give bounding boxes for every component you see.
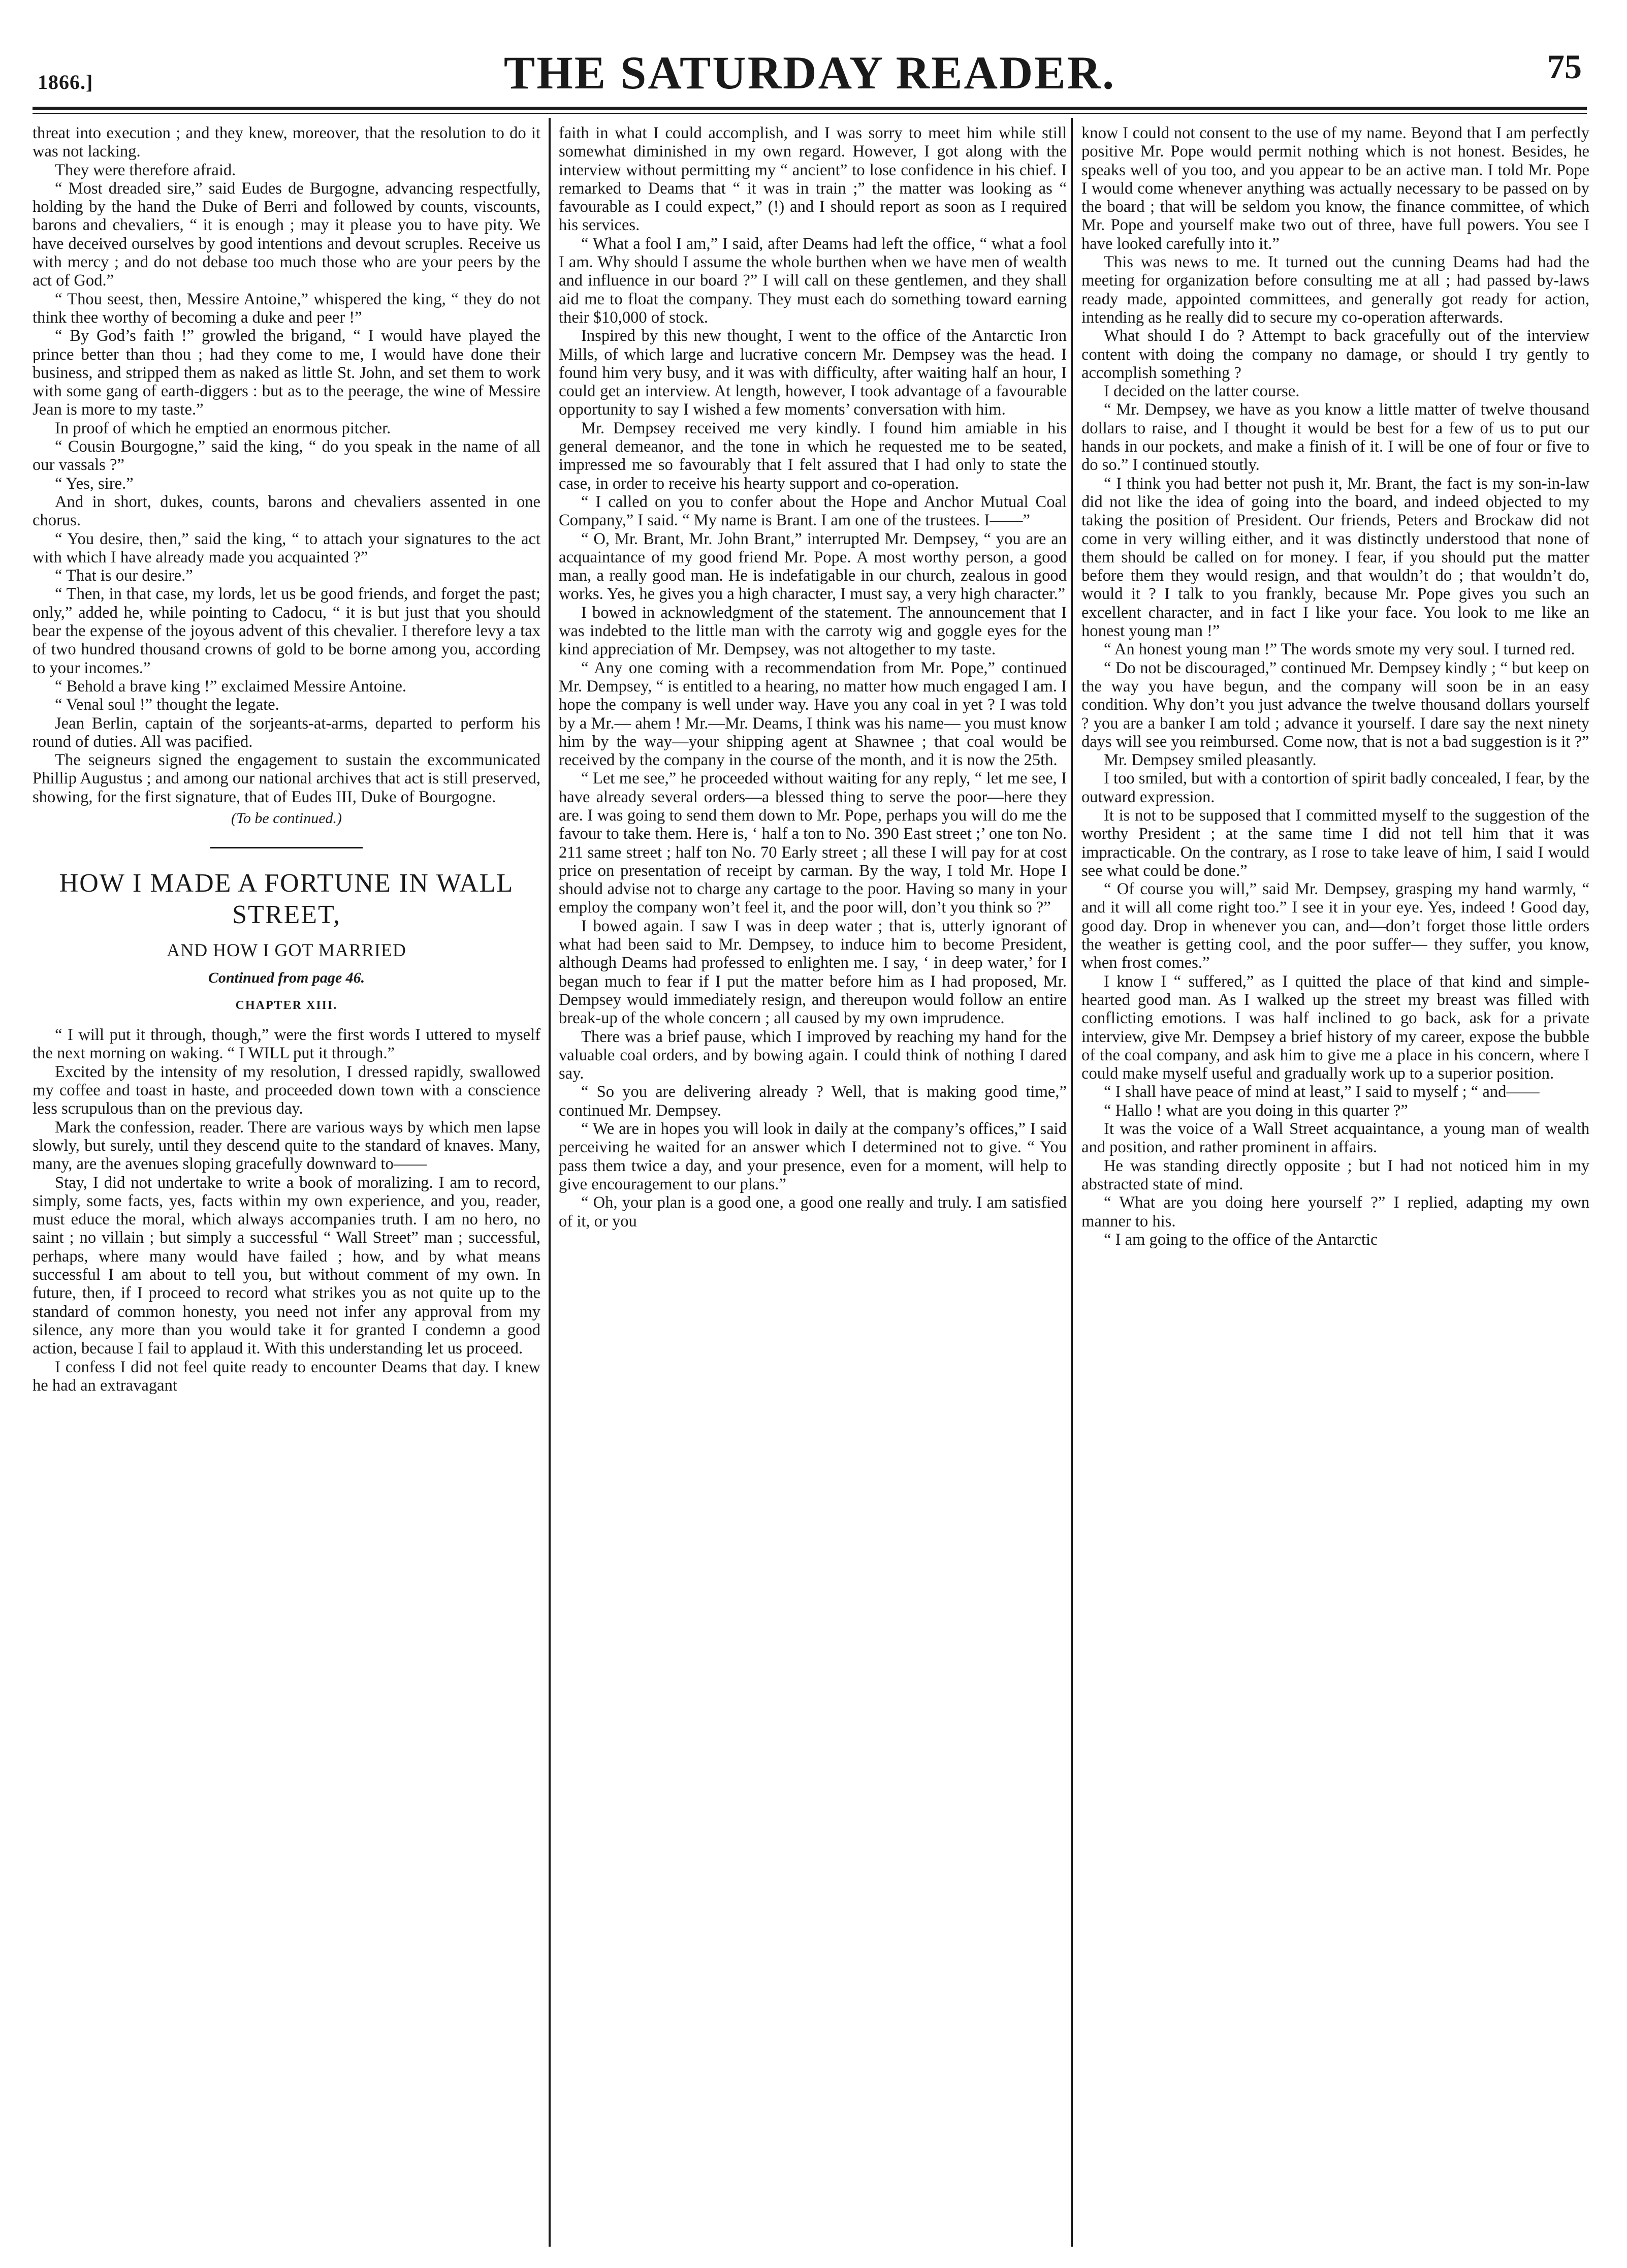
paragraph: know I could not consent to the use of my name. Beyond that I am perfectly positive Mr. Pope would permit nothing which is not honest. Besides, he speaks well of you too, and you appear to be an active man. I told Mr. Pope I would come whenever anything was actually necessary to be passed on by the board ; that will be seldom you know, the finance committee, of which Mr. Pope and yourself make two out of three, have full powers. You see I have looked carefully into it.” xyxy=(1081,124,1589,253)
paragraph: “ Let me see,” he proceeded without waiting for any reply, “ let me see, I have already several orders—a blessed thing to serve the poor—here they are. I was going to send them down to Mr. Pope, perhaps you will do me the favour to take them. Here is, ‘ half a ton to No. 390 East street ;’ one ton No. 211 same street ; half ton No. 70 Early street ; all these I will pay for at cost price on presentation of receipt by carman. By the way, I told Mr. Hope I should advise not to charge any cartage to the poor. Having so many in your employ the company won’t feel it, and the poor will, don’t you think so ?” xyxy=(559,769,1067,917)
paragraph: “ Venal soul !” thought the legate. xyxy=(55,696,279,714)
paragraph: I confess I did not feel quite ready to encounter Deams that day. I knew he had an extravagant xyxy=(33,1358,540,1395)
paragraph: And in short, dukes, counts, barons and chevaliers assented in one chorus. xyxy=(33,492,540,530)
chapter-heading: CHAPTER XIII. xyxy=(235,998,338,1012)
paragraph: There was a brief pause, which I improved by reaching my hand for the valuable coal orders, and by bowing again. I could think of nothing I dared say. xyxy=(559,1027,1067,1083)
paragraph: “ Any one coming with a recommendation from Mr. Pope,” continued Mr. Dempsey, “ is entitled to a hearing, no matter how much engaged I am. I hope the company is well under way. Have you any coal in yet ? I was told by a Mr.— ahem ! Mr.—Mr. Deams, I think was his name— you must know him by the way—your shipping agent at Shawnee ; that coal would be received by the company in the course of the month, and it is now the 25th. xyxy=(559,658,1067,770)
to-be-continued: (To be continued.) xyxy=(231,809,342,827)
paragraph: In proof of which he emptied an enormous pitcher. xyxy=(55,419,391,437)
paragraph: “ O, Mr. Brant, Mr. John Brant,” interrupted Mr. Dempsey, “ you are an acquaintance of my good friend Mr. Pope. A most worthy person, a good man, a really good man. He is indefatigable in our church, zealous in good works. Yes, he gives you a high character, I must say, a very high character.” xyxy=(559,529,1067,604)
article-subtitle: AND HOW I GOT MARRIED xyxy=(167,940,406,961)
column-2 xyxy=(559,124,1067,1231)
continued-note: Continued from page 46. xyxy=(208,969,365,986)
paragraph: I too smiled, but with a contortion of spirit badly concealed, I fear, by the outward expression. xyxy=(1081,769,1589,806)
paragraph: What should I do ? Attempt to back gracefully out of the interview content with doing the company no damage, or should I try gently to accomplish something ? xyxy=(1081,327,1589,382)
paragraph: “ By God’s faith !” growled the brigand, “ I would have played the prince better than thou ; had they come to me, I would have done their business, and stripped them as naked as little St. John, and set them to work with some gang of earth-diggers : but as to the peerage, the wine of Messire Jean is more to my taste.” xyxy=(33,327,540,419)
paragraph: “ Then, in that case, my lords, let us be good friends, and forget the past; only,” added he, while pointing to Cadocu, “ it is but just that you should bear the expense of the joyous advent of this chevalier. I therefore levy a tax of two hundred thousand crowns of gold to be borne among you, according to your incomes.” xyxy=(33,585,540,677)
paragraph: “ I am going to the office of the Antarctic xyxy=(1104,1230,1378,1249)
paragraph: “ I shall have peace of mind at least,” I said to myself ; “ and—— xyxy=(1104,1083,1540,1101)
paragraph: “ Of course you will,” said Mr. Dempsey, grasping my hand warmly, “ and it will all come right too.” I see it in your eye. Yes, indeed ! Good day, good day. Drop in whenever you can, and—don’t forget those little orders the weather is getting cool, and the poor suffer— they suffer, you know, when frost comes.” xyxy=(1081,880,1589,972)
section-separator xyxy=(210,847,363,848)
col1-paragraphs-b xyxy=(33,1026,540,1395)
page-header xyxy=(33,37,1587,113)
paragraph: “ So you are delivering already ? Well, that is making good time,” continued Mr. Dempsey. xyxy=(559,1083,1067,1120)
paragraph: Mr. Dempsey smiled pleasantly. xyxy=(1104,751,1317,770)
column-3 xyxy=(1081,124,1589,1249)
paragraph: Mark the confession, reader. There are various ways by which men lapse slowly, but surely, until they descend quite to the standard of knaves. Many, many, are the avenues sloping gracefully downward to—— xyxy=(33,1118,540,1174)
paragraph: Stay, I did not undertake to write a book of moralizing. I am to record, simply, some facts, yes, facts within my own experience, and you, reader, must educe the moral, which always accompanies truth. I am no hero, no saint ; no villain ; but simply a successful “ Wall Street” man ; successful, perhaps, where many would have failed ; how, and by what means successful I am about to tell you, but without comment of my own. In future, then, if I proceed to record what strikes you as not quite up to the standard of common honesty, you need not infer any approval from my silence, any more than you would take it for granted I condemn a good action, because I fail to applaud it. With this understanding let us proceed. xyxy=(33,1173,540,1358)
paragraph: Jean Berlin, captain of the sorjeants-at-arms, departed to perform his round of duties. All was pacified. xyxy=(33,714,540,751)
header-rule-thin xyxy=(33,113,1587,114)
col1-paragraphs-a xyxy=(33,124,540,806)
paragraph: “ What are you doing here yourself ?” I replied, adapting my own manner to his. xyxy=(1081,1193,1589,1231)
paragraph: The seigneurs signed the engagement to sustain the excommunicated Phillip Augustus ; and among our national archives that act is still preserved, showing, for the first signature, that of Eudes III, Duke of Bourgogne. xyxy=(33,751,540,806)
paragraph: “ Yes, sire.” xyxy=(55,474,134,493)
paragraph: faith in what I could accomplish, and I was sorry to meet him while still somewhat diminished in my own regard. However, I got along with the interview without permitting my “ ancient” to lose confidence in his chief. I remarked to Deams that “ it was in train ;” the matter was looking as “ favourable as I could expect,” (!) and I should report as soon as I required his services. xyxy=(559,124,1067,235)
header-rule xyxy=(33,107,1587,110)
paragraph: I decided on the latter course. xyxy=(1104,382,1300,401)
paragraph: “ Do not be discouraged,” continued Mr. Dempsey kindly ; “ but keep on the way you have begun, and the company will soon be in an easy condition. Why don’t you just advance the twelve thousand dollars yourself ? you are a banker I am told ; advance it yourself. I dare say the next ninety days will see you reimbursed. Come now, that is not a bad suggestion is it ?” xyxy=(1081,658,1589,751)
paragraph: I bowed again. I saw I was in deep water ; that is, utterly ignorant of what had been said to Mr. Dempsey, to induce him to become President, although Deams had professed to enlighten me. I say, ‘ in deep water,’ for I began much to fear if I put the matter before him as I had proposed, Mr. Dempsey would immediately resign, and thereupon would follow an entire break-up of the whole concern ; all caused by my own imprudence. xyxy=(559,917,1067,1028)
paragraph: “ I will put it through, though,” were the first words I uttered to myself the next morning on waking. “ I WILL put it through.” xyxy=(33,1026,540,1063)
column-divider xyxy=(549,118,551,2247)
paragraph: “ I called on you to confer about the Hope and Anchor Mutual Coal Company,” I said. “ My name is Brant. I am one of the trustees. I——” xyxy=(559,492,1067,530)
paragraph: “ Mr. Dempsey, we have as you know a little matter of twelve thousand dollars to raise, and I thought it would be best for a few of us to put our hands in our pockets, and make a finish of it. I will be one of four or five to do so.” I continued stoutly. xyxy=(1081,400,1589,475)
paragraph: “ Behold a brave king !” exclaimed Messire Antoine. xyxy=(55,677,407,696)
paragraph: I know I “ suffered,” as I quitted the place of that kind and simple-hearted good man. As I walked up the street my breast was filled with conflicting emotions. I was half inclined to go back, ask for a private interview, give Mr. Dempsey a brief history of my career, expose the bubble of the coal company, and ask him to give me a place in his concern, where I could make myself useful and gradually work up to a superior position. xyxy=(1081,972,1589,1083)
column-1 xyxy=(33,124,540,1395)
paragraph: He was standing directly opposite ; but I had not noticed him in my abstracted state of mind. xyxy=(1081,1156,1589,1193)
paragraph: “ That is our desire.” xyxy=(55,566,193,585)
paragraph: I bowed in acknowledgment of the statement. The announcement that I was indebted to the little man with the carroty wig and goggle eyes for the kind appreciation of Mr. Dempsey, was not altogether to my taste. xyxy=(559,603,1067,659)
paragraph: This was news to me. It turned out the cunning Deams had had the meeting for organization before consulting me at all ; had passed by-laws ready made, appointed committees, and generally got ready for action, intending as he really did to secure my co-operation afterwards. xyxy=(1081,253,1589,327)
paragraph: “ Cousin Bourgogne,” said the king, “ do you speak in the name of all our vassals ?” xyxy=(33,437,540,475)
paragraph: Inspired by this new thought, I went to the office of the Antarctic Iron Mills, of which large and lucrative concern Mr. Dempsey was the head. I found him very busy, and it was with difficulty, after waiting half an hour, I could get an interview. At length, however, I took advantage of a favourable opportunity to say I wished a few moments’ conversation with him. xyxy=(559,327,1067,419)
paragraph: “ You desire, then,” said the king, “ to attach your signatures to the act with which I have already made you acquainted ?” xyxy=(33,529,540,566)
paragraph: Mr. Dempsey received me very kindly. I found him amiable in his general demeanor, and the tone in which he requested me to be seated, impressed me so favourably that I felt assured that I had only to state the case, in order to receive his hearty support and co-operation. xyxy=(559,419,1067,493)
article-title: HOW I MADE A FORTUNE IN WALL STREET, xyxy=(59,869,514,930)
paragraph: “ Oh, your plan is a good one, a good one really and truly. I am satisfied of it, or you xyxy=(559,1193,1067,1231)
header-title: THE SATURDAY READER. xyxy=(503,47,1116,99)
paragraph: “ I think you had better not push it, Mr. Brant, the fact is my son-in-law did not like the idea of going into the board, and indeed objected to my taking the position of President. Our friends, Peters and Brockaw did not come in very willing either, and it was distinctly understood that none of them should be called on for money. I fear, if you should put the matter before them they would resign, and that wouldn’t do ; that wouldn’t do, would it ? I talk to you frankly, because Mr. Pope gives you such an excellent character, and in fact I like your face. You look to me like an honest young man !” xyxy=(1081,474,1589,641)
paragraph: “ What a fool I am,” I said, after Deams had left the office, “ what a fool I am. Why should I assume the whole burthen when we have men of wealth and influence in our board ?” I will call on these gentlemen, and they shall aid me to float the company. They must each do something toward earning their $10,000 of stock. xyxy=(559,234,1067,327)
paragraph: It was the voice of a Wall Street acquaintance, a young man of wealth and position, and rather prominent in affairs. xyxy=(1081,1120,1589,1157)
paragraph: They were therefore afraid. xyxy=(55,161,236,179)
paragraph: “ Thou seest, then, Messire Antoine,” whispered the king, “ they do not think thee worthy of becoming a duke and peer !” xyxy=(33,290,540,327)
paragraph: It is not to be supposed that I committed myself to the suggestion of the worthy President ; at the same time I did not tell him that it was impracticable. On the contrary, as I rose to take leave of him, I said I would see what could be done.” xyxy=(1081,806,1589,880)
column-divider xyxy=(1071,118,1073,2247)
paragraph: “ Most dreaded sire,” said Eudes de Burgogne, advancing respectfully, holding by the hand the Duke of Berri and followed by counts, viscounts, barons and chevaliers, “ it is enough ; may it please you to have pity. We have deceived ourselves by good intentions and devout scruples. Receive us with mercy ; and do not debase too much those who are your peers by the act of God.” xyxy=(33,179,540,290)
paragraph: “ We are in hopes you will look in daily at the company’s offices,” I said perceiving he waited for an answer which I determined not to give. “ You pass them twice a day, and your presence, even for a moment, will help to give encouragement to our plans.” xyxy=(559,1120,1067,1193)
paragraph: threat into execution ; and they knew, moreover, that the resolution to do it was not lacking. xyxy=(33,124,540,161)
paragraph: “ An honest young man !” The words smote my very soul. I turned red. xyxy=(1104,640,1575,659)
paragraph: “ Hallo ! what are you doing in this quarter ?” xyxy=(1104,1101,1408,1120)
header-year: 1866.] xyxy=(38,71,93,93)
header-page-number: 75 xyxy=(1547,47,1582,86)
paragraph: Excited by the intensity of my resolution, I dressed rapidly, swallowed my coffee and toast in haste, and proceeded down town with a conscience less scrupulous than on the previous day. xyxy=(33,1062,540,1118)
